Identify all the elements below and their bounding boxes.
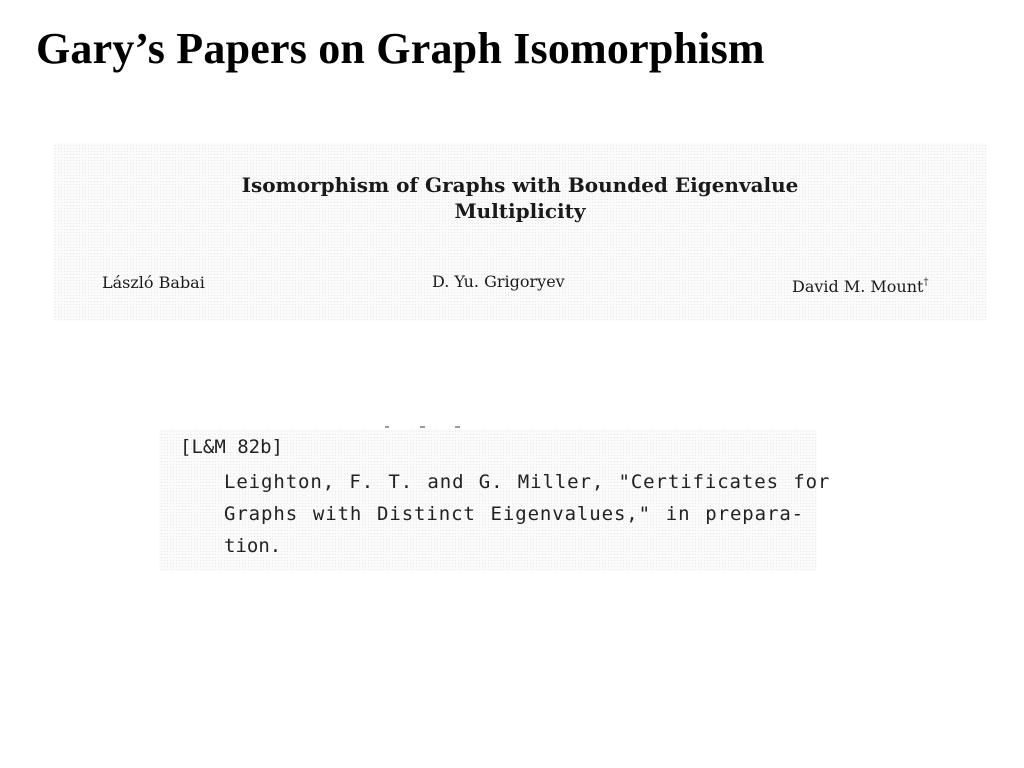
author-name: László Babai [102, 273, 205, 292]
scan-fragment [420, 426, 425, 428]
scan-fragment [455, 426, 460, 428]
author-grigoryev [432, 272, 565, 291]
author-footnote-mark: † [923, 277, 929, 288]
paper-title-line-1: Isomorphism of Graphs with Bounded Eigenvalue [241, 173, 799, 197]
author-mount [792, 277, 928, 296]
paper-title-line-2: Multiplicity [454, 199, 586, 223]
author-name: David M. Mount [792, 277, 924, 296]
author-name: D. Yu. Grigoryev [432, 272, 565, 291]
slide-title: Gary’s Papers on Graph Isomorphism [36, 24, 765, 73]
paper-header-scan [54, 144, 986, 320]
reference-body [224, 466, 831, 562]
reference-tag: [L&M 82b] [180, 436, 283, 458]
reference-line-1: Leighton, F. T. and G. Miller, "Certificates for [224, 471, 831, 493]
paper-title [54, 172, 986, 224]
author-babai [102, 273, 205, 292]
reference-scan [160, 430, 831, 570]
author-list [54, 272, 986, 294]
scan-fragment [385, 426, 389, 428]
reference-line-3: tion. [224, 535, 282, 557]
reference-line-2: Graphs with Distinct Eigenvalues," in prepara- [224, 503, 804, 525]
